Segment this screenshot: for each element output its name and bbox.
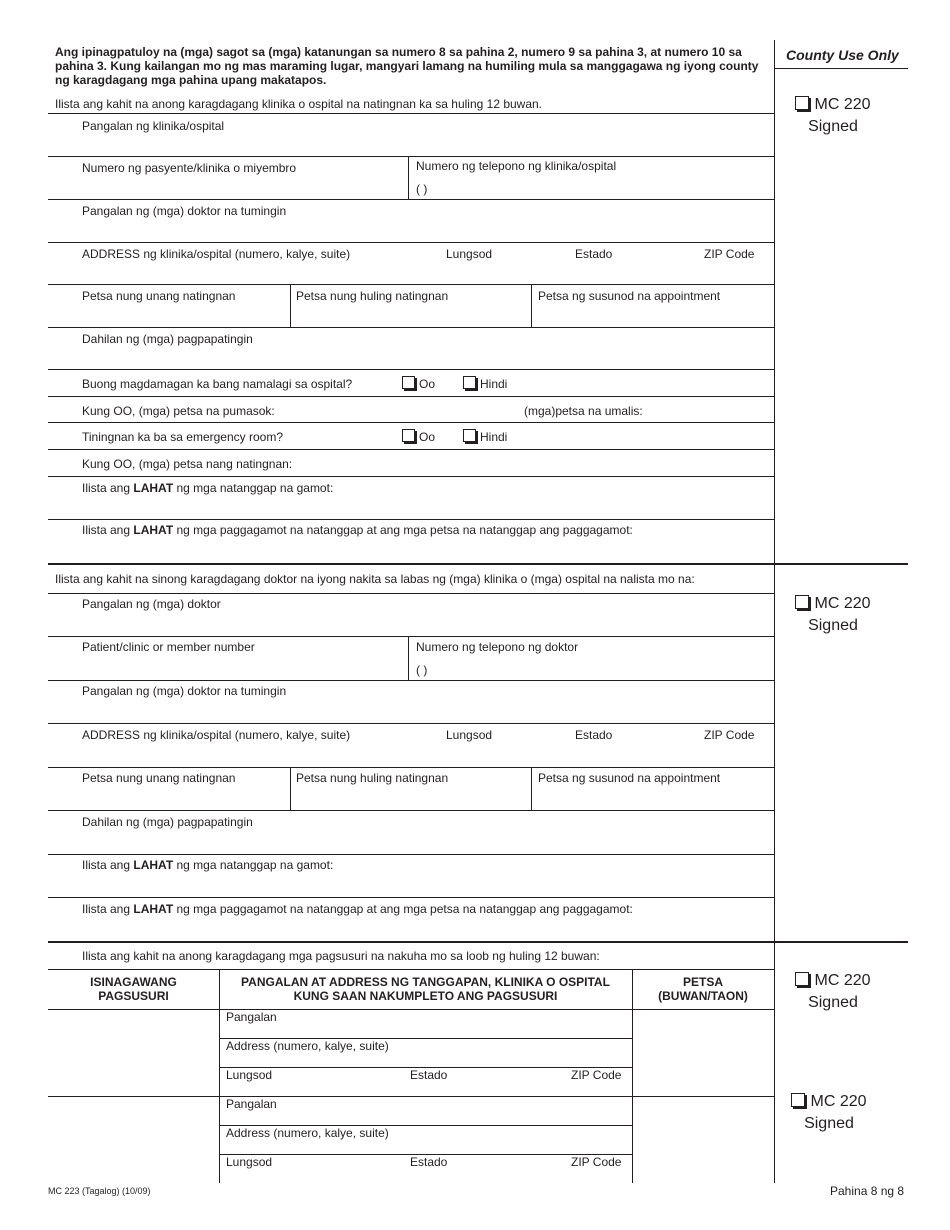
zip-field-2[interactable]: ZIP Code — [704, 728, 755, 742]
header-line: ISINAGAWANG — [90, 975, 177, 989]
next-appointment-field-2[interactable]: Petsa ng susunod na appointment — [538, 771, 721, 785]
checkbox-icon[interactable] — [795, 96, 809, 110]
label-bold: LAHAT — [133, 902, 174, 916]
city-field[interactable]: Lungsod — [446, 247, 493, 261]
overnight-no-option[interactable] — [463, 376, 507, 391]
rule — [48, 593, 774, 594]
checkbox-icon[interactable] — [402, 429, 415, 442]
rule — [48, 113, 774, 114]
label-part: Ilista ang — [82, 481, 134, 495]
test1-location-name[interactable]: Pangalan — [226, 1010, 277, 1024]
rule — [48, 284, 774, 285]
checkbox-icon[interactable] — [463, 429, 476, 442]
county-header-rule — [775, 68, 908, 69]
rule — [48, 1096, 774, 1097]
mc220-signed-checkbox-3[interactable] — [778, 970, 888, 1014]
section3-instruction: Ilista ang kahit na anong karagdagang mga pagsusuri na nakuha mo sa loob ng huling 12 buwan: — [82, 949, 600, 963]
state-field-2[interactable]: Estado — [575, 728, 613, 742]
rule — [48, 680, 774, 681]
rule — [48, 199, 774, 200]
rule — [48, 156, 774, 157]
er-dates-field[interactable]: Kung OO, (mga) petsa nang natingnan: — [82, 457, 293, 471]
page-number: Pahina 8 ng 8 — [830, 1184, 905, 1198]
rule — [48, 449, 774, 450]
label-part: ng mga natanggap na gamot: — [173, 481, 334, 495]
header-line: (BUWAN/TAON) — [658, 989, 748, 1003]
rule — [48, 897, 774, 898]
rule — [48, 422, 774, 423]
checkbox-icon[interactable] — [795, 972, 809, 986]
label-part: ng mga natanggap na gamot: — [173, 858, 334, 872]
treatments-field[interactable] — [82, 523, 633, 537]
overnight-yes-option[interactable] — [402, 376, 435, 391]
rule — [290, 767, 291, 810]
treatments-field-2[interactable] — [82, 902, 633, 916]
checkbox-icon[interactable] — [402, 376, 415, 389]
admit-dates-field[interactable]: Kung OO, (mga) petsa na pumasok: — [82, 404, 275, 418]
mc220-code: MC 220 — [810, 1093, 867, 1110]
reasons-field[interactable]: Dahilan ng (mga) pagpapatingin — [82, 332, 253, 346]
label-bold: LAHAT — [133, 481, 174, 495]
option-label: Oo — [419, 430, 436, 444]
test2-location-name[interactable]: Pangalan — [226, 1097, 277, 1111]
rule — [531, 767, 532, 810]
label-part: ng mga paggagamot na natanggap at ang mga petsa na natanggap ang paggagamot: — [173, 523, 633, 537]
header-line: PETSA — [682, 975, 723, 989]
form-id: MC 223 (Tagalog) (10/09) — [48, 1186, 151, 1196]
section-divider — [48, 941, 908, 943]
header-line: PANGALAN AT ADDRESS NG TANGGAPAN, KLINIKA O OSPITAL — [241, 975, 610, 989]
test1-city[interactable]: Lungsod — [226, 1068, 273, 1082]
county-use-only-label: County Use Only — [786, 47, 899, 63]
overnight-question: Buong magdamagan ka bang namalagi sa ospital? — [82, 377, 353, 391]
col-header-test — [48, 975, 219, 1003]
checkbox-icon[interactable] — [791, 1093, 805, 1107]
intro-text: Ang ipinagpatuloy na (mga) sagot sa (mga) katanungan sa numero 8 sa pahina 2, numero 9 sa pahina 3, at numero 10 sa pahina 3. Kung kailangan mo ng mas maraming lugar, mangyari lamang na humiling mula sa manggagawa ng iyong county ng karagdagang mga pahina upang makatapos. — [55, 45, 759, 87]
clinic-phone-parens: ( ) — [416, 182, 428, 196]
option-label: Oo — [419, 377, 436, 391]
reasons-field-2[interactable]: Dahilan ng (mga) pagpapatingin — [82, 815, 253, 829]
col-header-location — [219, 975, 632, 1003]
mc220-signed-checkbox-2[interactable] — [778, 593, 888, 637]
test2-address[interactable]: Address (numero, kalye, suite) — [226, 1126, 389, 1140]
test2-zip[interactable]: ZIP Code — [571, 1155, 622, 1169]
rule — [48, 476, 774, 477]
mc220-signed-checkbox-1[interactable] — [778, 94, 888, 138]
rule — [408, 156, 409, 199]
er-no-option[interactable] — [463, 429, 507, 444]
doctor-phone-parens: ( ) — [416, 663, 428, 677]
checkbox-icon[interactable] — [463, 376, 476, 389]
zip-field[interactable]: ZIP Code — [704, 247, 755, 261]
clinic-phone-field[interactable]: Numero ng telepono ng klinika/ospital — [416, 159, 617, 173]
rule — [48, 810, 774, 811]
rule — [219, 969, 220, 1183]
address-field[interactable]: ADDRESS ng klinika/ospital (numero, kalye, suite) — [82, 247, 351, 261]
rule — [48, 723, 774, 724]
doctor-names-field[interactable]: Pangalan ng (mga) doktor — [82, 597, 221, 611]
medications-field[interactable] — [82, 481, 333, 495]
test2-city[interactable]: Lungsod — [226, 1155, 273, 1169]
mc220-signed: Signed — [808, 994, 858, 1011]
rule — [48, 242, 774, 243]
rule — [632, 969, 633, 1183]
rule — [48, 327, 774, 328]
address-field-2[interactable]: ADDRESS ng klinika/ospital (numero, kalye, suite) — [82, 728, 351, 742]
label-part: Ilista ang — [82, 523, 134, 537]
header-line: KUNG SAAN NAKUMPLETO ANG PAGSUSURI — [293, 989, 558, 1003]
rule — [48, 767, 774, 768]
mc220-code: MC 220 — [814, 972, 871, 989]
label-part: ng mga paggagamot na natanggap at ang mga petsa na natanggap ang paggagamot: — [173, 902, 633, 916]
rule — [48, 369, 774, 370]
state-field[interactable]: Estado — [575, 247, 613, 261]
mc220-signed-checkbox-4[interactable] — [774, 1091, 884, 1135]
rule — [48, 636, 774, 637]
city-field-2[interactable]: Lungsod — [446, 728, 493, 742]
section2-instruction: Ilista ang kahit na sinong karagdagang doktor na iyong nakita sa labas ng (mga) klinika o (mga) ospital na nalista mo na: — [55, 572, 695, 586]
patient-number-field[interactable]: Numero ng pasyente/klinika o miyembro — [82, 161, 297, 175]
rule — [48, 519, 774, 520]
test1-address[interactable]: Address (numero, kalye, suite) — [226, 1039, 389, 1053]
label-bold: LAHAT — [133, 858, 174, 872]
rule — [48, 969, 774, 970]
option-label: Hindi — [480, 430, 508, 444]
label-part: Ilista ang — [82, 858, 134, 872]
doctors-seen-field-2[interactable]: Pangalan ng (mga) doktor na tumingin — [82, 684, 287, 698]
mc220-signed: Signed — [808, 617, 858, 634]
rule — [48, 396, 774, 397]
section-divider — [48, 563, 908, 565]
first-visit-field[interactable]: Petsa nung unang natingnan — [82, 289, 236, 303]
mc220-signed: Signed — [804, 1115, 854, 1132]
col-header-date — [632, 975, 774, 1003]
county-column-divider — [774, 40, 775, 1183]
rule — [48, 1009, 774, 1010]
test2-state[interactable]: Estado — [410, 1155, 448, 1169]
discharge-dates-field[interactable]: (mga)petsa na umalis: — [524, 404, 643, 418]
checkbox-icon[interactable] — [795, 595, 809, 609]
er-yes-option[interactable] — [402, 429, 435, 444]
section1-instruction: Ilista ang kahit na anong karagdagang klinika o ospital na natingnan ka sa huling 12 buwan. — [55, 97, 543, 111]
rule — [290, 284, 291, 327]
rule — [48, 854, 774, 855]
last-visit-field-2[interactable]: Petsa nung huling natingnan — [296, 771, 449, 785]
test1-state[interactable]: Estado — [410, 1068, 448, 1082]
mc220-code: MC 220 — [814, 595, 871, 612]
label-part: Ilista ang — [82, 902, 134, 916]
first-visit-field-2[interactable]: Petsa nung unang natingnan — [82, 771, 236, 785]
rule — [531, 284, 532, 327]
next-appointment-field[interactable]: Petsa ng susunod na appointment — [538, 289, 721, 303]
test1-zip[interactable]: ZIP Code — [571, 1068, 622, 1082]
mc220-signed: Signed — [808, 118, 858, 135]
header-line: PAGSUSURI — [98, 989, 169, 1003]
label-bold: LAHAT — [133, 523, 174, 537]
last-visit-field[interactable]: Petsa nung huling natingnan — [296, 289, 449, 303]
patient-number-field-2[interactable]: Patient/clinic or member number — [82, 640, 255, 654]
rule — [408, 636, 409, 680]
doctors-seen-field[interactable]: Pangalan ng (mga) doktor na tumingin — [82, 204, 287, 218]
medications-field-2[interactable] — [82, 858, 333, 872]
doctor-phone-field[interactable]: Numero ng telepono ng doktor — [416, 640, 579, 654]
option-label: Hindi — [480, 377, 508, 391]
mc220-code: MC 220 — [814, 96, 871, 113]
er-question: Tiningnan ka ba sa emergency room? — [82, 430, 283, 444]
clinic-name-field[interactable]: Pangalan ng klinika/ospital — [82, 119, 225, 133]
